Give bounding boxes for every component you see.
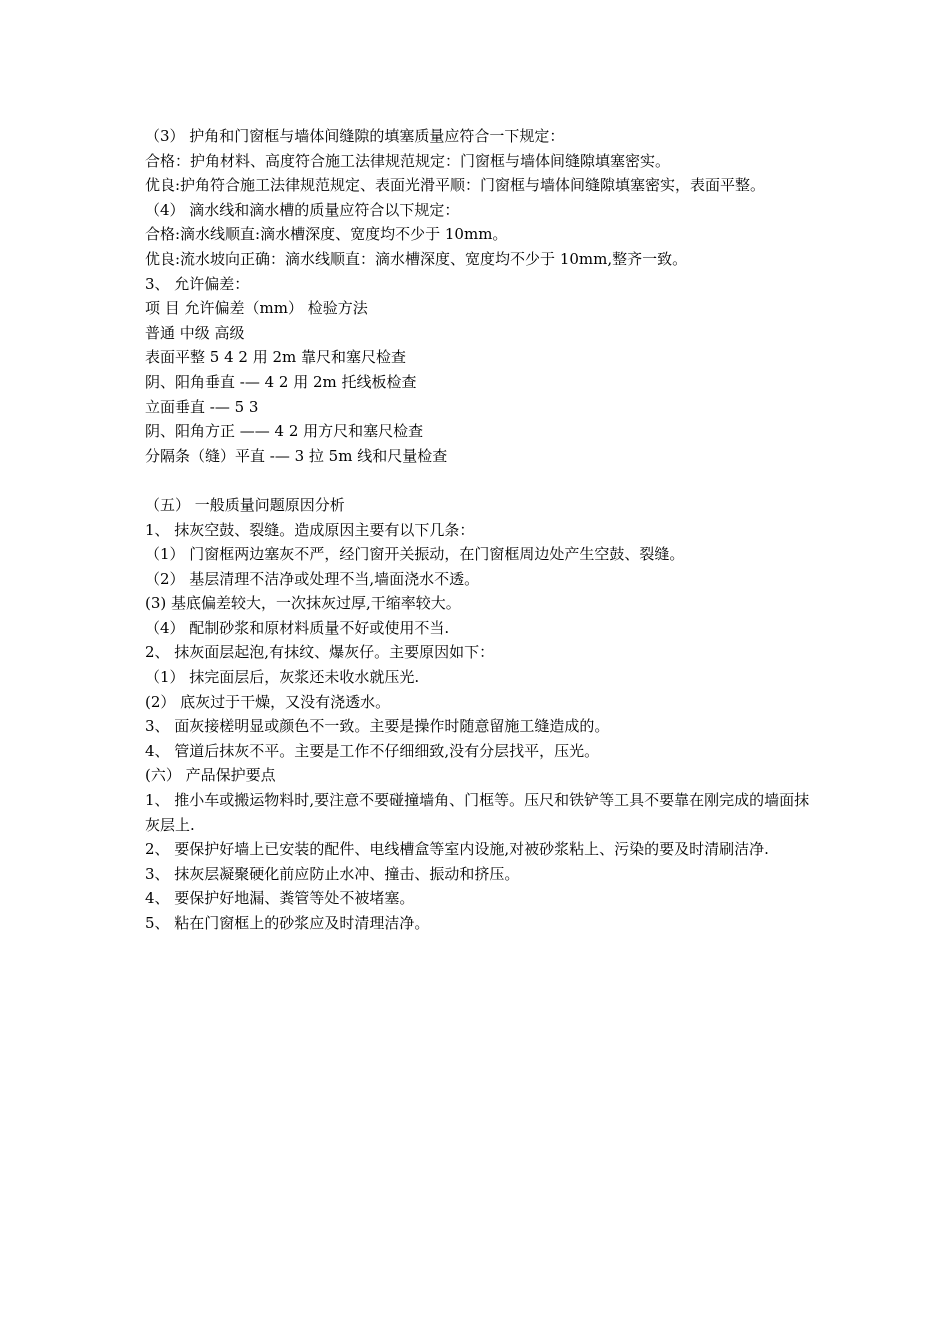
text-line: (2） 底灰过于干燥，又没有浇透水。 bbox=[145, 692, 391, 711]
text-line: 3、 面灰接槎明显或颜色不一致。主要是操作时随意留施工缝造成的。 bbox=[145, 717, 610, 736]
text-line: （4） 配制砂浆和原材料质量不好或使用不当. bbox=[145, 618, 450, 637]
text-line: 5、 粘在门窗框上的砂浆应及时清理洁净。 bbox=[145, 914, 430, 932]
text-line: 4、 管道后抹灰不平。主要是工作不仔细细致,没有分层找平，压光。 bbox=[145, 741, 600, 760]
text-line: （1） 门窗框两边塞灰不严，经门窗开关振动，在门窗框周边处产生空鼓、裂缝。 bbox=[145, 545, 685, 564]
text-line: 3、 抹灰层凝聚硬化前应防止水冲、撞击、振动和挤压。 bbox=[145, 864, 520, 883]
document-body bbox=[145, 124, 817, 936]
text-line: 1、 抹灰空鼓、裂缝。造成原因主要有以下几条： bbox=[145, 520, 475, 539]
section-heading: （五） 一般质量问题原因分析 bbox=[145, 495, 345, 514]
table-subheader-line: 普通 中级 高级 bbox=[145, 323, 245, 342]
table-row-line: 阴、阳角方正 —— 4 2 用方尺和塞尺检查 bbox=[145, 422, 424, 441]
text-line: 优良:流水坡向正确：滴水线顺直：滴水槽深度、宽度均不少于 10mm,整齐一致。 bbox=[145, 249, 688, 268]
text-line: （3） 护角和门窗框与墙体间缝隙的填塞质量应符合一下规定： bbox=[145, 127, 565, 145]
table-row-line: 分隔条（缝）平直 -— 3 拉 5m 线和尺量检查 bbox=[145, 446, 448, 465]
blank-line bbox=[145, 468, 817, 493]
text-line: （1） 抹完面层后，灰浆还未收水就压光. bbox=[145, 668, 420, 687]
text-line: (3) 基底偏差较大，一次抹灰过厚,干缩率较大。 bbox=[145, 594, 461, 613]
text-line: （2） 基层清理不洁净或处理不当,墙面浇水不透。 bbox=[145, 569, 480, 588]
table-row-line: 立面垂直 -— 5 3 bbox=[145, 397, 259, 416]
text-line: （4） 滴水线和滴水槽的质量应符合以下规定： bbox=[145, 200, 460, 219]
text-line: 合格:滴水线顺直:滴水槽深度、宽度均不少于 10mm。 bbox=[145, 225, 508, 244]
table-header-line: 项 目 允许偏差（mm） 检验方法 bbox=[145, 299, 368, 318]
text-line: 3、 允许偏差： bbox=[145, 274, 250, 293]
text-line: 2、 抹灰面层起泡,有抹纹、爆灰仔。主要原因如下： bbox=[145, 643, 495, 662]
section-heading: (六） 产品保护要点 bbox=[145, 766, 276, 785]
text-line: 合格：护角材料、高度符合施工法律规范规定：门窗框与墙体间缝隙填塞密实。 bbox=[145, 151, 671, 170]
table-row-line: 表面平整 5 4 2 用 2m 靠尺和塞尺检查 bbox=[145, 348, 407, 367]
text-line: 1、 推小车或搬运物料时,要注意不要碰撞墙角、门框等。压尺和铁铲等工具不要靠在刚完成的墙面抹灰层上. bbox=[145, 791, 810, 834]
text-line: 2、 要保护好墙上已安装的配件、电线槽盒等室内设施,对被砂浆粘上、污染的要及时清刷洁净. bbox=[145, 840, 769, 859]
text-line: 4、 要保护好地漏、粪管等处不被堵塞。 bbox=[145, 889, 415, 908]
text-line: 优良:护角符合施工法律规范规定、表面光滑平顺：门窗框与墙体间缝隙填塞密实，表面平整。 bbox=[145, 176, 766, 195]
table-row-line: 阴、阳角垂直 -— 4 2 用 2m 托线板检查 bbox=[145, 372, 417, 391]
